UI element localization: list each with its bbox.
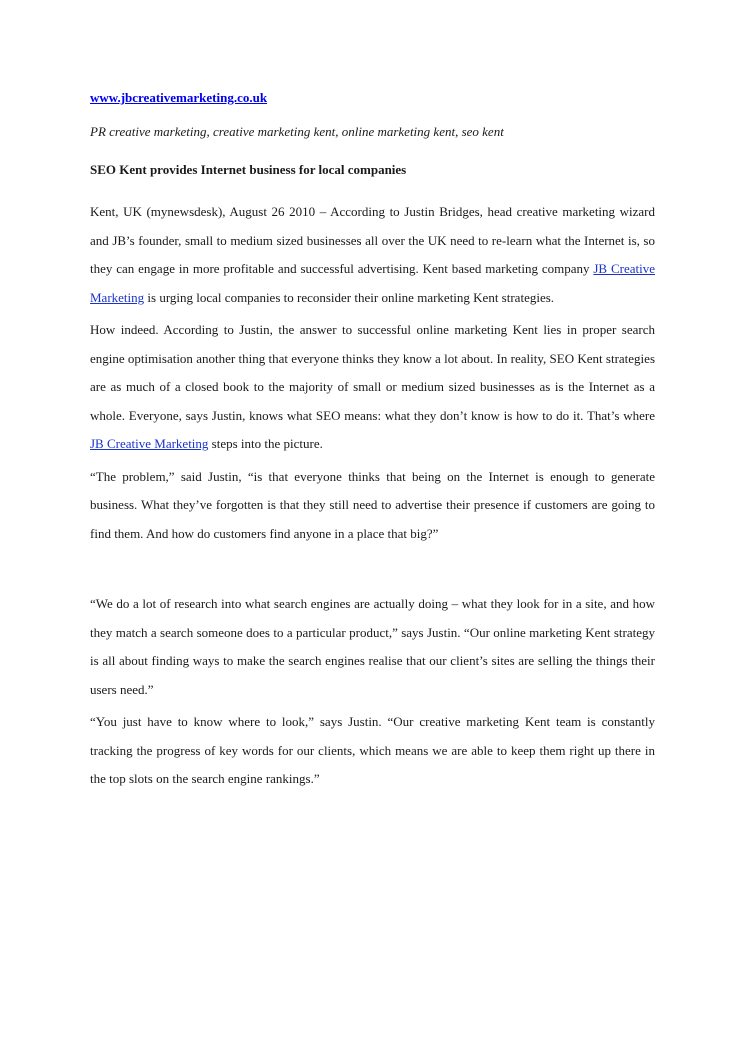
press-release-headline: SEO Kent provides Internet business for local companies [90,162,407,177]
paragraph-intro [90,198,655,312]
paragraph-seo-text-before: How indeed. According to Justin, the answer to successful online marketing Kent lies in proper search engine optimisation another thing that everyone thinks they know a lot about. In reality, SEO Kent strategies are as much of a closed book to the majority of small or medium sized businesses as is the Internet as a whole. Everyone, says Justin, knows what SEO means: what they don’t know is how to do it. That’s where [90,322,655,423]
paragraph-seo [90,316,655,459]
paragraph-problem-quote: “The problem,” said Justin, “is that everyone thinks that being on the Internet is enough to generate business. What they’ve forgotten is that they still need to advertise their presence if customers are going to find them. And how do customers find anyone in a place that big?” [90,468,655,541]
document-page [90,88,655,798]
paragraph-intro-text-after: is urging local companies to reconsider their online marketing Kent strategies. [144,289,555,305]
jb-creative-marketing-link[interactable]: JB Creative Marketing [90,261,655,305]
paragraph-intro-text-before: Kent, UK (mynewsdesk), August 26 2010 – According to Justin Bridges, head creative marketing wizard and JB’s founder, small to medium sized businesses all over the UK need to re-learn what the Internet is, so they can engage in more profitable and successful advertising. Kent based marketing company [90,204,655,276]
website-url-link[interactable]: www.jbcreativemarketing.co.uk [90,90,268,105]
website-url-line [90,88,655,108]
keywords-line: PR creative marketing, creative marketing kent, online marketing kent, seo kent [90,124,504,139]
paragraph-research-quote: “We do a lot of research into what search engines are actually doing – what they look for in a site, and how they match a search someone does to a particular product,” says Justin. “Our online marketing Kent strategy is all about finding ways to make the search engines realise that our client’s sites are selling the things their users need.” [90,596,655,697]
paragraph-seo-text-after: steps into the picture. [208,436,323,451]
paragraph-keywords-quote: “You just have to know where to look,” says Justin. “Our creative marketing Kent team is constantly tracking the progress of key words for our clients, which means we are able to keep them right up there in the top slots on the search engine rankings.” [90,714,655,786]
jb-creative-marketing-link[interactable]: JB Creative Marketing [90,436,209,451]
